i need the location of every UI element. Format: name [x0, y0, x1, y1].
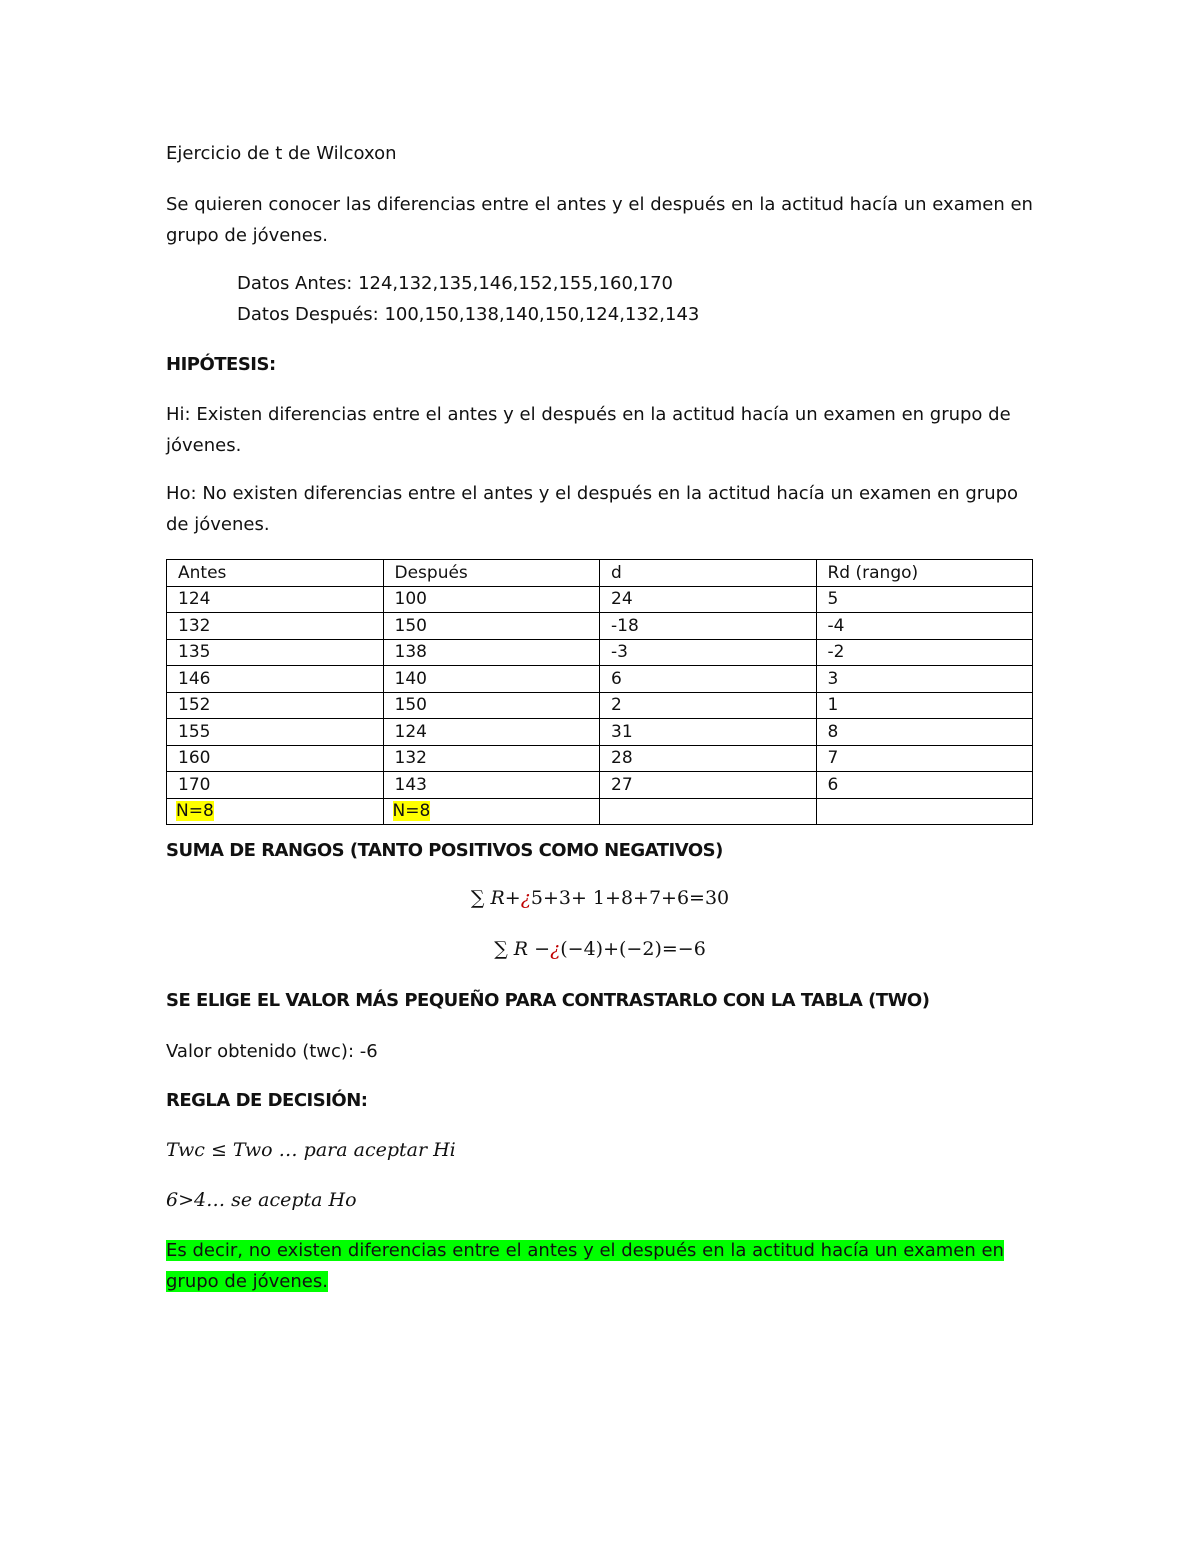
- table-footer-cell: [600, 798, 817, 825]
- table-cell: 24: [600, 586, 817, 613]
- table-cell: 150: [383, 613, 600, 640]
- data-table: [166, 559, 1033, 825]
- table-cell: 7: [816, 745, 1033, 772]
- table-footer-cell: [383, 798, 600, 825]
- formula-negative-expr: (−4)+(−2)=−6: [560, 938, 706, 960]
- table-cell: 160: [167, 745, 384, 772]
- hypothesis-hi: Hi: Existen diferencias entre el antes y el después en la actitud hacía un examen en grupo de jóvenes.: [166, 404, 1011, 456]
- table-header-row: [167, 560, 1033, 587]
- table-row: [167, 613, 1033, 640]
- table-cell: 31: [600, 719, 817, 746]
- table-cell: 124: [167, 586, 384, 613]
- table-row: [167, 586, 1033, 613]
- table-cell: 155: [167, 719, 384, 746]
- table-cell: 124: [383, 719, 600, 746]
- formula-positive-expr: 5+3+ 1+8+7+6=30: [530, 887, 730, 909]
- table-row: [167, 666, 1033, 693]
- table-cell: 152: [167, 692, 384, 719]
- valor-obtenido: Valor obtenido (twc): -6: [166, 1041, 378, 1062]
- table-header-cell: Después: [383, 560, 600, 587]
- table-cell: 6: [600, 666, 817, 693]
- datos-despues: Datos Después: 100,150,138,140,150,124,132,143: [237, 304, 700, 325]
- formula-positive-prefix: ∑ R+: [470, 887, 521, 909]
- table-row: [167, 745, 1033, 772]
- table-cell: 100: [383, 586, 600, 613]
- table-cell: 5: [816, 586, 1033, 613]
- table-footer-cell: [167, 798, 384, 825]
- formula-negative: [0, 934, 1200, 965]
- table-row: [167, 639, 1033, 666]
- table-header-cell: d: [600, 560, 817, 587]
- table-row: [167, 719, 1033, 746]
- table-row: [167, 772, 1033, 799]
- table-cell: 28: [600, 745, 817, 772]
- hypothesis-heading: HIPÓTESIS:: [166, 354, 276, 375]
- formula-negative-glyph: ¿: [550, 938, 561, 960]
- table-cell: 143: [383, 772, 600, 799]
- n-count-highlight: N=8: [176, 801, 214, 821]
- intro-paragraph: Se quieren conocer las diferencias entre el antes y el después en la actitud hacía un examen en grupo de jóvenes.: [166, 194, 1033, 246]
- table-cell: 27: [600, 772, 817, 799]
- document-title: Ejercicio de t de Wilcoxon: [166, 143, 397, 164]
- conclusion-highlight: Es decir, no existen diferencias entre el antes y el después en la actitud hacía un examen en grupo de jóvenes.: [166, 1240, 1004, 1292]
- table-cell: -3: [600, 639, 817, 666]
- regla-condition: Twc ≤ Two … para aceptar Hi: [166, 1139, 456, 1161]
- table-cell: 132: [383, 745, 600, 772]
- formula-positive-glyph: ¿: [520, 887, 531, 909]
- table-cell: 1: [816, 692, 1033, 719]
- table-cell: 132: [167, 613, 384, 640]
- table-cell: 150: [383, 692, 600, 719]
- elige-heading: SE ELIGE EL VALOR MÁS PEQUEÑO PARA CONTRASTARLO CON LA TABLA (TWO): [166, 990, 930, 1011]
- n-count-highlight: N=8: [392, 801, 431, 821]
- table-cell: 135: [167, 639, 384, 666]
- table-header-cell: Antes: [167, 560, 384, 587]
- suma-heading: SUMA DE RANGOS (TANTO POSITIVOS COMO NEGATIVOS): [166, 840, 723, 861]
- formula-positive: [0, 883, 1200, 914]
- table-cell: -18: [600, 613, 817, 640]
- hypothesis-ho: Ho: No existen diferencias entre el antes y el después en la actitud hacía un examen en grupo de jóvenes.: [166, 483, 1019, 535]
- table-header-cell: Rd (rango): [816, 560, 1033, 587]
- table-cell: 170: [167, 772, 384, 799]
- table-cell: 2: [600, 692, 817, 719]
- regla-result: 6>4… se acepta Ho: [166, 1189, 357, 1211]
- table-cell: 140: [383, 666, 600, 693]
- table-footer-cell: [816, 798, 1033, 825]
- table-cell: 146: [167, 666, 384, 693]
- conclusion-paragraph: [166, 1235, 1036, 1297]
- table-cell: 6: [816, 772, 1033, 799]
- table-cell: 138: [383, 639, 600, 666]
- table-cell: -2: [816, 639, 1033, 666]
- datos-antes: Datos Antes: 124,132,135,146,152,155,160,170: [237, 273, 673, 294]
- table-footer-row: [167, 798, 1033, 825]
- formula-negative-prefix: ∑ R −: [494, 938, 551, 960]
- table-cell: 8: [816, 719, 1033, 746]
- table-row: [167, 692, 1033, 719]
- regla-heading: REGLA DE DECISIÓN:: [166, 1090, 368, 1111]
- table-cell: 3: [816, 666, 1033, 693]
- table-cell: -4: [816, 613, 1033, 640]
